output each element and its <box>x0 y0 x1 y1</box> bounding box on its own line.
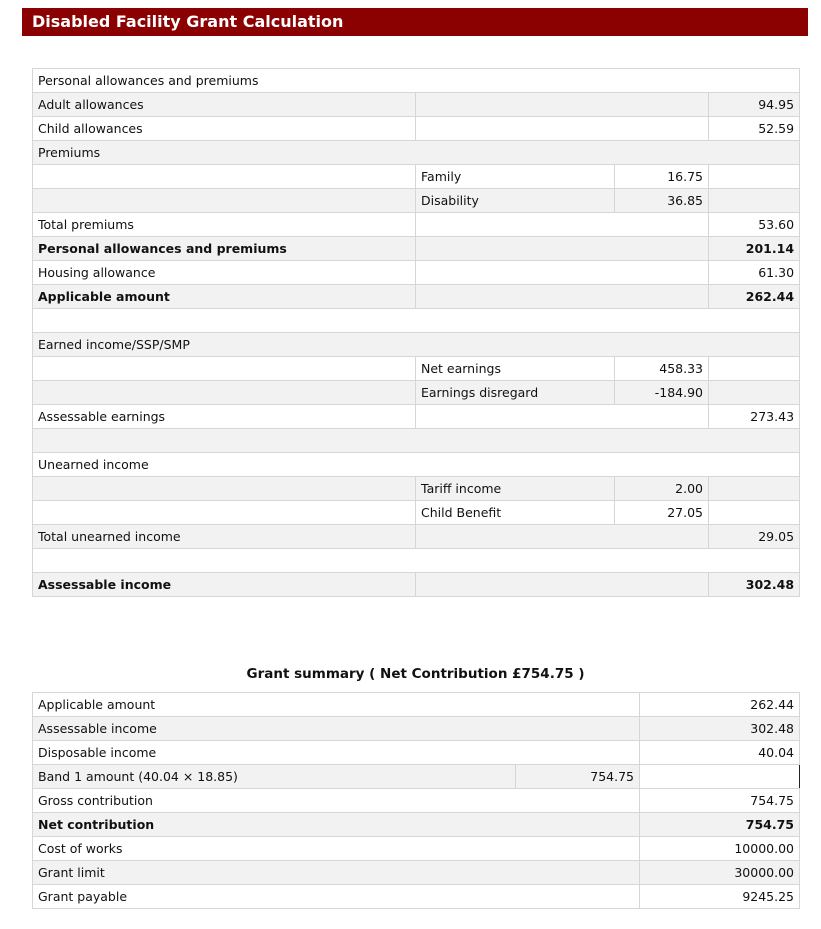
band1-amount-value: 754.75 <box>516 765 640 789</box>
calculation-table <box>32 68 800 597</box>
summary-applicable-value: 262.44 <box>640 693 800 717</box>
applicable-amount-value: 262.44 <box>709 285 800 309</box>
row-label: Disposable income <box>33 741 640 765</box>
table-row <box>33 477 800 501</box>
assessable-earnings-value: 273.43 <box>709 405 800 429</box>
spacer-row <box>33 549 800 573</box>
row-label: Tariff income <box>416 477 615 501</box>
premiums-heading: Premiums <box>33 141 800 165</box>
table-row <box>33 789 800 813</box>
section-personal-allowances: Personal allowances and premiums <box>33 69 800 93</box>
table-row <box>33 813 800 837</box>
row-label: Personal allowances and premiums <box>33 237 416 261</box>
child-allowances-value: 52.59 <box>709 117 800 141</box>
earnings-disregard-value: -184.90 <box>615 381 709 405</box>
grant-payable-value: 9245.25 <box>640 885 800 909</box>
table-row <box>33 285 800 309</box>
table-row <box>33 501 800 525</box>
table-row <box>33 837 800 861</box>
table-row <box>33 117 800 141</box>
total-unearned-value: 29.05 <box>709 525 800 549</box>
summary-disposable-value: 40.04 <box>640 741 800 765</box>
gross-contribution-value: 754.75 <box>640 789 800 813</box>
table-row <box>33 861 800 885</box>
table-row <box>33 381 800 405</box>
table-row <box>33 141 800 165</box>
table-row <box>33 69 800 93</box>
grant-limit-value: 30000.00 <box>640 861 800 885</box>
personal-total-value: 201.14 <box>709 237 800 261</box>
table-row <box>33 693 800 717</box>
table-row <box>33 237 800 261</box>
row-label: Adult allowances <box>33 93 416 117</box>
row-label: Grant limit <box>33 861 640 885</box>
row-label: Disability <box>416 189 615 213</box>
table-row <box>33 453 800 477</box>
table-row <box>33 741 800 765</box>
net-contribution-value: 754.75 <box>640 813 800 837</box>
row-label: Total unearned income <box>33 525 416 549</box>
section-earned-income: Earned income/SSP/SMP <box>33 333 800 357</box>
spacer-row <box>33 429 800 453</box>
table-row <box>33 213 800 237</box>
row-label: Assessable income <box>33 573 416 597</box>
row-label: Net contribution <box>33 813 640 837</box>
total-premiums-value: 53.60 <box>709 213 800 237</box>
row-label: Applicable amount <box>33 693 640 717</box>
table-row <box>33 261 800 285</box>
grant-summary-title: Grant summary ( Net Contribution £754.75 ) <box>246 666 585 682</box>
summary-assessable-value: 302.48 <box>640 717 800 741</box>
row-label: Assessable earnings <box>33 405 416 429</box>
row-label: Family <box>416 165 615 189</box>
row-label: Child allowances <box>33 117 416 141</box>
row-label: Gross contribution <box>33 789 640 813</box>
row-label: Cost of works <box>33 837 640 861</box>
row-label: Band 1 amount (40.04 × 18.85) <box>33 765 516 789</box>
cost-of-works-value: 10000.00 <box>640 837 800 861</box>
row-label: Assessable income <box>33 717 640 741</box>
table-row <box>33 573 800 597</box>
row-label: Housing allowance <box>33 261 416 285</box>
table-row <box>33 165 800 189</box>
table-row <box>33 885 800 909</box>
table-row <box>33 717 800 741</box>
grant-summary-table <box>32 692 800 909</box>
table-row <box>33 357 800 381</box>
page-title: Disabled Facility Grant Calculation <box>32 12 344 31</box>
assessable-income-value: 302.48 <box>709 573 800 597</box>
child-benefit-value: 27.05 <box>615 501 709 525</box>
adult-allowances-value: 94.95 <box>709 93 800 117</box>
row-label: Grant payable <box>33 885 640 909</box>
net-earnings-value: 458.33 <box>615 357 709 381</box>
section-unearned-income: Unearned income <box>33 453 800 477</box>
row-label: Net earnings <box>416 357 615 381</box>
table-row <box>33 189 800 213</box>
row-label: Total premiums <box>33 213 416 237</box>
row-label: Earnings disregard <box>416 381 615 405</box>
table-row <box>33 525 800 549</box>
table-row <box>33 333 800 357</box>
table-row <box>33 765 800 789</box>
spacer-row <box>33 309 800 333</box>
page-header <box>22 8 808 36</box>
table-row <box>33 93 800 117</box>
family-premium-value: 16.75 <box>615 165 709 189</box>
row-label: Child Benefit <box>416 501 615 525</box>
housing-allowance-value: 61.30 <box>709 261 800 285</box>
table-row <box>33 405 800 429</box>
tariff-income-value: 2.00 <box>615 477 709 501</box>
disability-premium-value: 36.85 <box>615 189 709 213</box>
row-label: Applicable amount <box>33 285 416 309</box>
